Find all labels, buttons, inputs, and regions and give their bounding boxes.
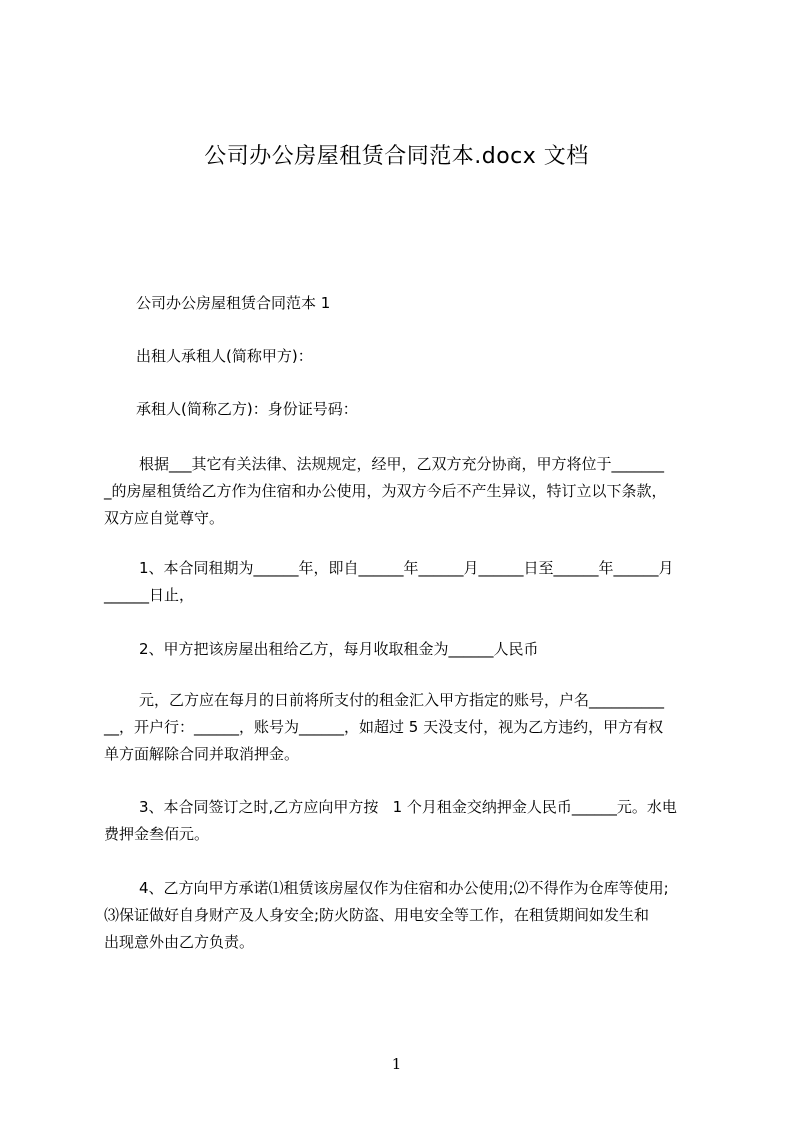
paragraph-line: 出现意外由乙方负责。 <box>104 933 255 951</box>
contract-heading: 公司办公房屋租赁合同范本 1 <box>136 294 331 312</box>
paragraph-line: 费押金叁佰元。 <box>104 825 210 843</box>
paragraph-line: ______日止， <box>104 586 195 604</box>
paragraph-line: 单方面解除合同并取消押金。 <box>104 745 300 763</box>
paragraph-line: 1、本合同租期为______年，即自______年______月______日至______年______月 <box>139 559 674 577</box>
paragraph-line: ⑶保证做好自身财产及人身安全;防火防盗、用电安全等工作，在租赁期间如发生和 <box>104 906 650 924</box>
lessor-line: 出租人承租人(简称甲方)： <box>136 347 313 365</box>
paragraph-line: 元，乙方应在每月的日前将所支付的租金汇入甲方指定的账号，户名__________ <box>139 691 665 709</box>
paragraph-line: 3、本合同签订之时,乙方应向甲方按 1 个月租金交纳押金人民币______元。水电 <box>139 798 677 816</box>
paragraph-line: 4、乙方向甲方承诺⑴租赁该房屋仅作为住宿和办公使用;⑵不得作为仓库等使用; <box>139 879 669 897</box>
page-number: 1 <box>391 1055 402 1073</box>
document-title: 公司办公房屋租赁合同范本.docx 文档 <box>204 144 589 169</box>
paragraph-line: 2、甲方把该房屋出租给乙方，每月收取租金为______人民币 <box>139 640 539 658</box>
paragraph-line: __，开户行：______，账号为______，如超过 5 天没支付，视为乙方违约，甲方有权 <box>104 718 664 736</box>
paragraph-line: _的房屋租赁给乙方作为住宿和办公使用，为双方今后不产生异议，特订立以下条款， <box>104 482 667 500</box>
paragraph-line: 双方应自觉尊守。 <box>104 509 225 527</box>
paragraph-line: 根据___其它有关法律、法规规定，经甲，乙双方充分协商，甲方将位于_______ <box>139 455 665 473</box>
lessee-line: 承租人(简称乙方)：身份证号码： <box>136 400 358 418</box>
